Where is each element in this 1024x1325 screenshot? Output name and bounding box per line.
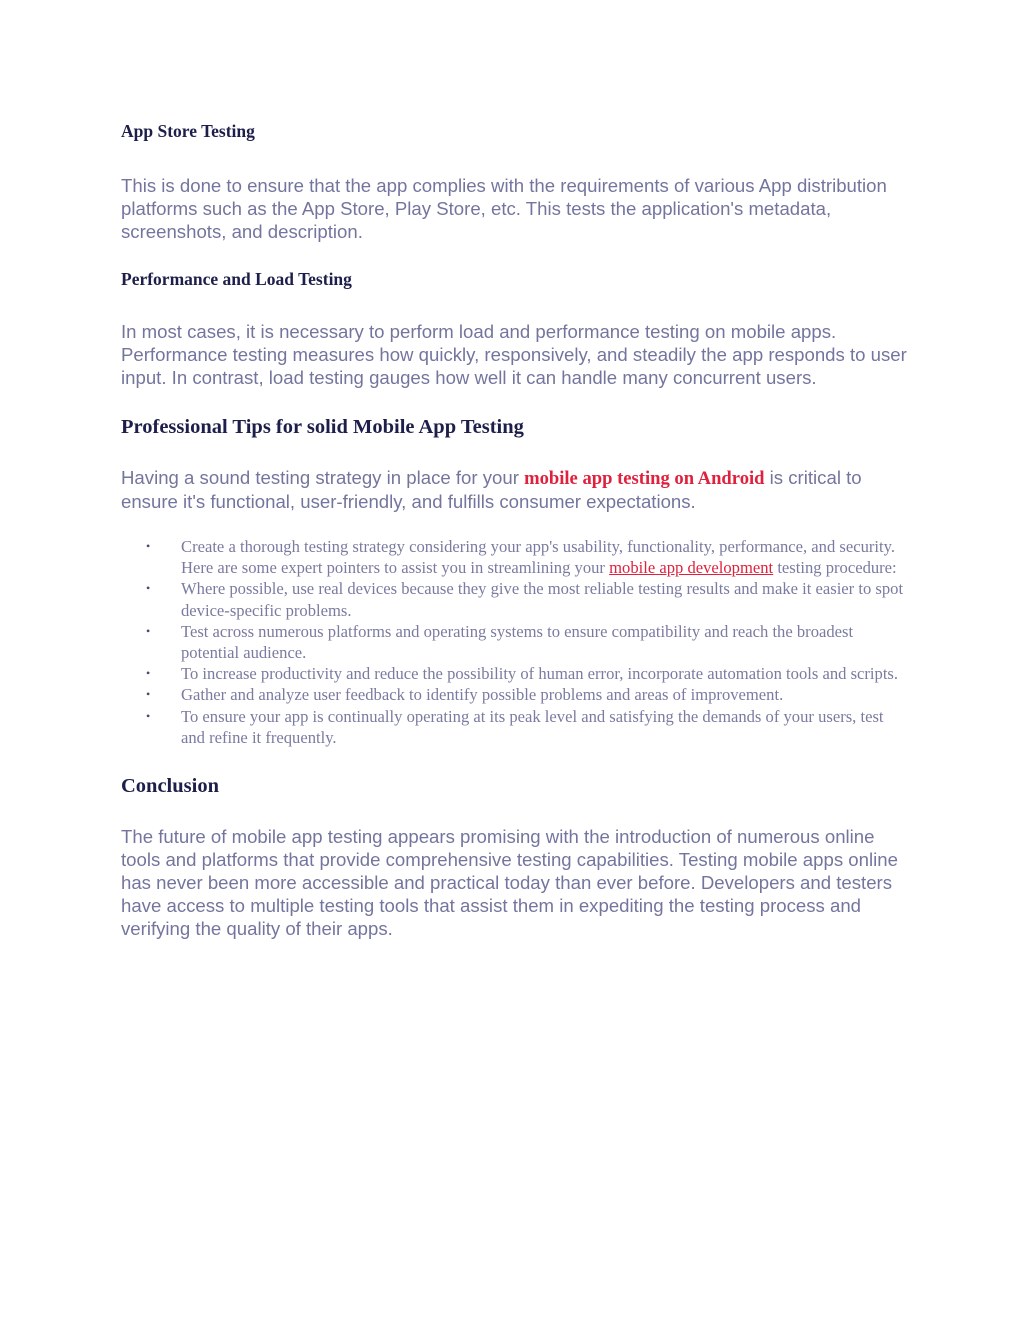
tips-list-item [121, 578, 911, 620]
tip-text: Create a thorough testing strategy considering your app's usability, functionality, performance, and security. Here are some expert pointers to assist you in streamlining your [181, 537, 896, 578]
conclusion-body: The future of mobile app testing appears promising with the introduction of numerous online tools and platforms that provide comprehensive testing capabilities. Testing mobile apps online has never been more accessible and practical today than ever before. Developers and testers have access to multiple testing tools that assist them in expediting the testing process and verifying the quality of their apps. [121, 826, 898, 940]
bullet-icon: • [146, 581, 151, 596]
tips-list-item [121, 706, 911, 748]
tips-intro-before: Having a sound testing strategy in place for your [121, 467, 525, 488]
tips-list [121, 536, 911, 748]
tips-intro-after: is critical to ensure it's functional, user-friendly, and fulfills consumer expectations. [121, 467, 862, 512]
tips-list-item [121, 684, 911, 705]
tip-text: Where possible, use real devices because they give the most reliable testing results and make it easier to spot device-specific problems. [181, 579, 904, 620]
section-heading-performance-load-testing: Performance and Load Testing [121, 269, 352, 289]
section-heading-app-store-testing: App Store Testing [121, 121, 255, 141]
tips-list-item [121, 663, 911, 684]
mobile-app-testing-android-link[interactable]: mobile app testing on Android [524, 468, 765, 489]
bullet-icon: • [146, 666, 151, 681]
tips-heading: Professional Tips for solid Mobile App Testing [121, 416, 524, 438]
tip-text-after: testing procedure: [773, 558, 897, 578]
tip-text: Gather and analyze user feedback to identify possible problems and areas of improvement. [181, 685, 784, 705]
tip-text: To increase productivity and reduce the possibility of human error, incorporate automation tools and scripts. [181, 664, 899, 684]
tips-list-item [121, 536, 911, 578]
mobile-app-development-link[interactable]: mobile app development [609, 558, 774, 578]
tips-list-item [121, 621, 911, 663]
bullet-icon: • [146, 708, 151, 723]
tip-text: To ensure your app is continually operating at its peak level and satisfying the demands of your users, test and refine it frequently. [181, 706, 884, 747]
document-page [121, 118, 911, 940]
section-body-app-store-testing: This is done to ensure that the app complies with the requirements of various App distribution platforms such as the App Store, Play Store, etc. This tests the application's metadata, screenshots, and description. [121, 175, 887, 242]
conclusion-heading: Conclusion [121, 775, 219, 798]
bullet-icon: • [146, 539, 151, 553]
bullet-icon: • [146, 687, 151, 702]
tips-intro [121, 466, 911, 513]
section-body-performance-load-testing: In most cases, it is necessary to perform load and performance testing on mobile apps. Performance testing measures how quickly, responsively, and steadily the app responds to user input. In contrast, load testing gauges how well it can handle many concurrent users. [121, 321, 907, 388]
tip-text: Test across numerous platforms and operating systems to ensure compatibility and reach the broadest potential audience. [181, 621, 854, 663]
bullet-icon: • [146, 623, 151, 638]
